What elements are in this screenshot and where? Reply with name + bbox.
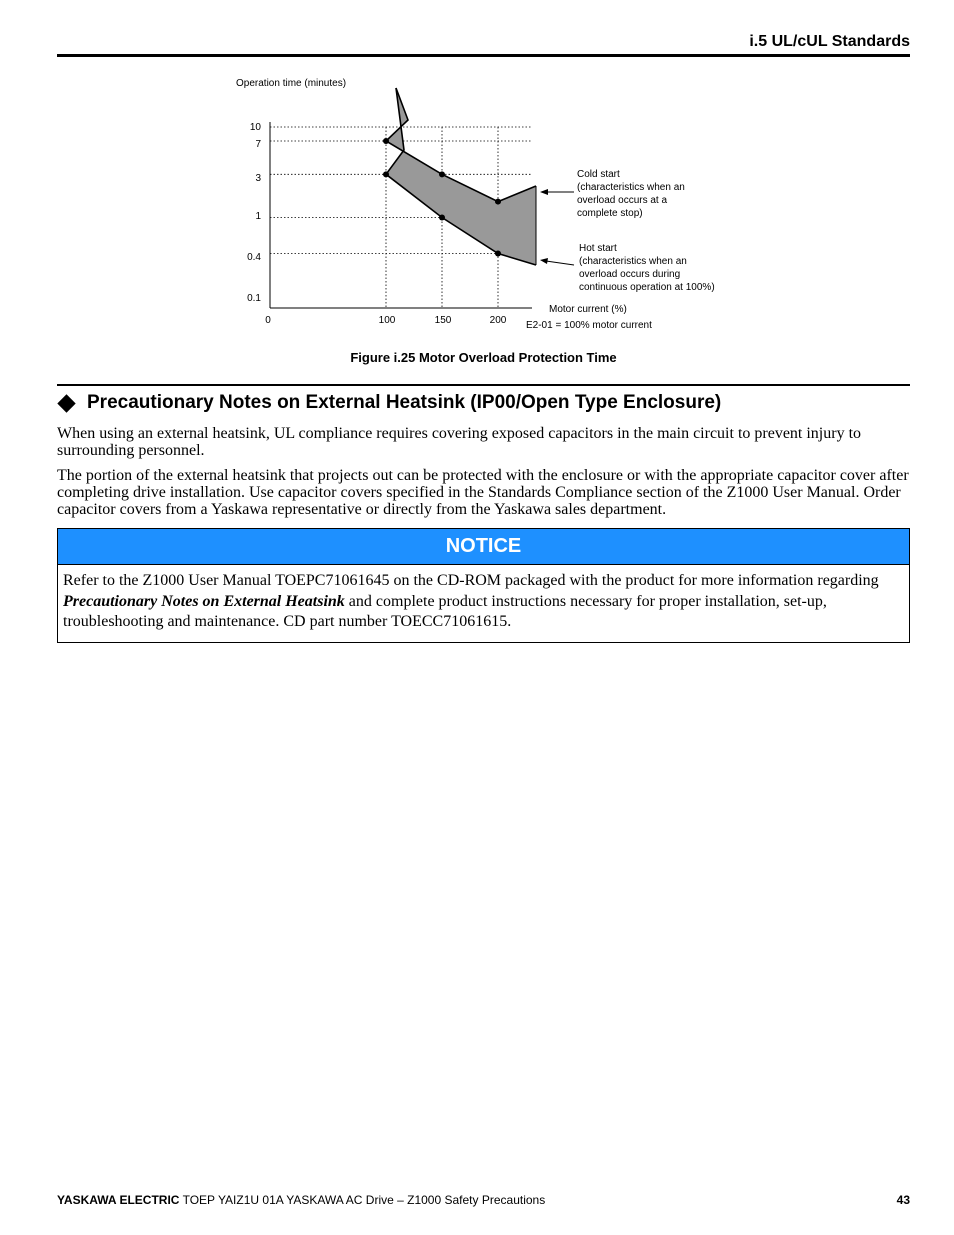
notice-emphasis: Precautionary Notes on External Heatsink (63, 592, 345, 610)
paragraph-heatsink-protection: The portion of the external heatsink that projects out can be protected with the enclosure or with the appropriate capacitor cover after completing drive installation. Use capacitor covers specified in the Standards Compliance section of the Z1000 User Manual. Order capacitor covers from a Yaskawa representative or directly from the Yaskawa sales department. (57, 467, 909, 518)
hot-start-arrow-head (540, 258, 548, 264)
hot-start-arrow-line (546, 261, 574, 265)
y-axis-label: Operation time (minutes) (236, 78, 347, 89)
x-axis-note: E2-01 = 100% motor current (526, 320, 652, 331)
hot-start-point (383, 171, 389, 177)
section-rule (57, 384, 910, 386)
paragraph-heatsink-compliance: When using an external heatsink, UL compliance requires covering exposed capacitors in the main circuit to prevent injury to surrounding personnel. (57, 425, 862, 459)
cold-start-arrow-head (540, 189, 548, 195)
section-title-text: Precautionary Notes on External Heatsink (IP00/Open Type Enclosure) (87, 392, 722, 413)
motor-overload-chart (228, 70, 748, 340)
x-axis-label: Motor current (%) (549, 304, 627, 315)
footer-brand: YASKAWA ELECTRIC (57, 1193, 180, 1207)
x-tick-0: 0 (265, 315, 271, 326)
notice-box (57, 528, 910, 643)
cold-start-point (383, 138, 389, 144)
hot-start-point (495, 251, 501, 257)
y-tick-0-4: 0.4 (247, 252, 261, 263)
y-tick-7: 7 (255, 139, 261, 150)
hot-start-point (439, 215, 445, 221)
cold-start-label: Cold start (characteristics when an overload occurs at a complete stop) (577, 169, 685, 219)
overload-band (386, 88, 536, 265)
notice-heading: NOTICE (58, 529, 909, 565)
diamond-bullet-icon (57, 394, 75, 412)
cold-start-point (439, 171, 445, 177)
y-tick-3: 3 (255, 173, 261, 184)
y-tick-1: 1 (255, 211, 261, 222)
page-number: 43 (896, 1193, 910, 1207)
figure-caption: Figure i.25 Motor Overload Protection Time (350, 350, 617, 365)
section-title (57, 392, 910, 414)
notice-body (58, 565, 909, 642)
footer-doc-info (57, 1193, 545, 1207)
page-footer (57, 1193, 910, 1207)
x-tick-100: 100 (378, 315, 396, 326)
notice-text-after: and complete product instructions necessary for proper installation, set-up, troubleshooting and maintenance. CD part number TOECC71061615. (63, 592, 827, 630)
cold-start-point (495, 199, 501, 205)
x-tick-150: 150 (434, 315, 452, 326)
y-tick-0-1: 0.1 (247, 293, 261, 304)
section-header: i.5 UL/cUL Standards (749, 33, 910, 50)
y-tick-10: 10 (249, 122, 261, 133)
header-rule (57, 54, 910, 57)
hot-start-label: Hot start (characteristics when an overload occurs during continuous operation at 100%) (579, 243, 715, 293)
x-tick-200: 200 (489, 315, 507, 326)
footer-doc-title: TOEP YAIZ1U 01A YASKAWA AC Drive – Z1000 Safety Precautions (179, 1193, 546, 1207)
notice-text-before: Refer to the Z1000 User Manual TOEPC71061645 on the CD-ROM packaged with the product for more information regarding (63, 572, 879, 589)
